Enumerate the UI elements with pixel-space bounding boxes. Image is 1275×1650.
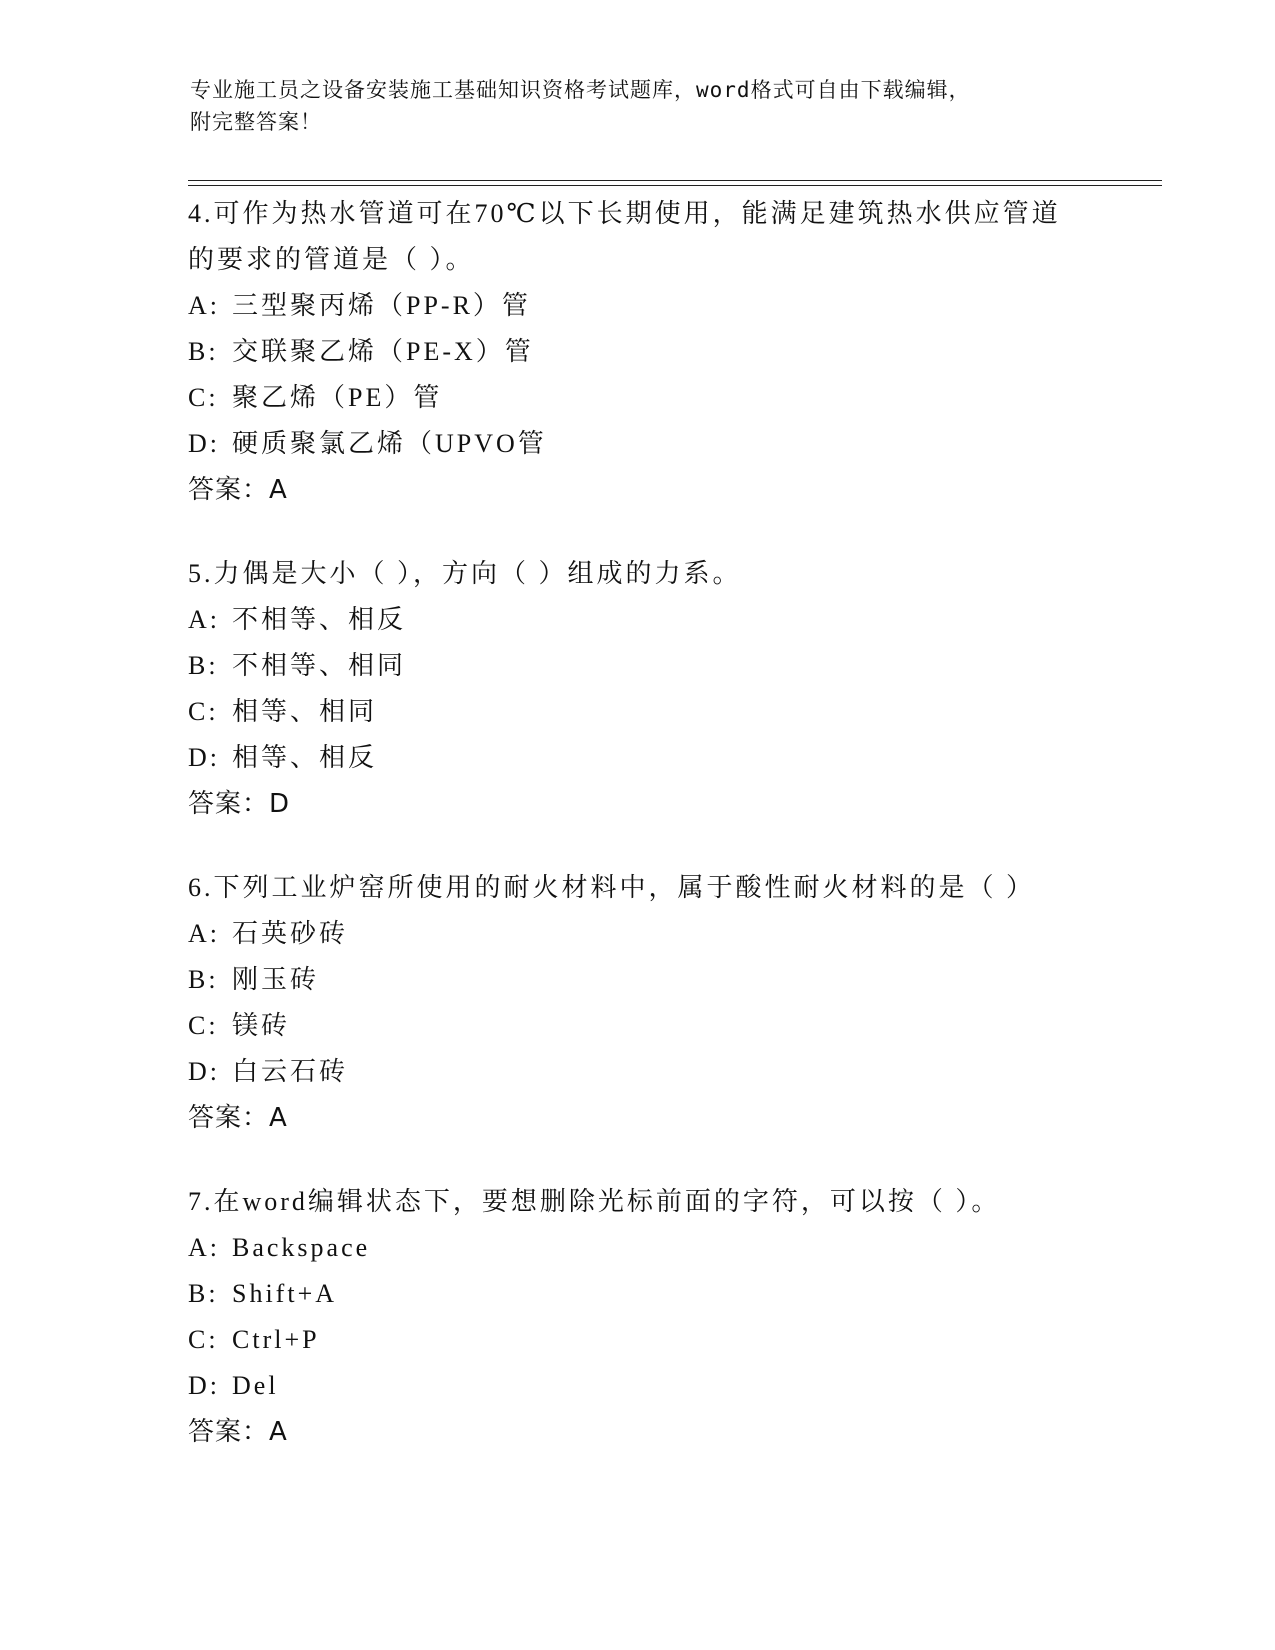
header-divider-bottom [188,185,1162,186]
answer-option [188,421,1148,467]
option-text: Del [232,1371,279,1400]
option-key: D: [188,1371,220,1400]
option-key: C: [188,1011,219,1040]
question-stem [188,191,1148,283]
option-key: D: [188,429,220,458]
question-list [188,191,1148,1493]
question-stem-line: 5.力偶是大小（ ），方向（ ）组成的力系。 [188,559,742,588]
option-key: C: [188,1325,219,1354]
option-key: B: [188,337,219,366]
answer-option [188,1363,1148,1409]
question-stem [188,865,1148,911]
option-text: Shift+A [232,1279,338,1308]
question-stem [188,1179,1148,1225]
answer-option [188,375,1148,421]
answer-option [188,911,1148,957]
answer-line: 答案：A [188,475,288,505]
question-stem-line: 4.可作为热水管道可在70℃以下长期使用，能满足建筑热水供应管道 [188,199,1061,228]
question-block [188,1179,1148,1455]
option-key: A: [188,919,220,948]
option-text: 硬质聚氯乙烯（UPVO管 [232,429,547,458]
answer-option [188,1003,1148,1049]
answer-option [188,1271,1148,1317]
answer-option [188,1225,1148,1271]
option-key: A: [188,1233,220,1262]
answer-option [188,689,1148,735]
option-text: 不相等、相反 [232,605,407,634]
option-text: 镁砖 [232,1011,291,1040]
option-text: 刚玉砖 [232,965,320,994]
option-key: C: [188,383,219,412]
question-stem-line: 的要求的管道是（ ）。 [188,245,475,274]
option-text: Ctrl+P [232,1325,320,1354]
question-block [188,865,1148,1141]
option-key: D: [188,1057,220,1086]
header-line-2: 附完整答案！ [190,110,322,134]
option-text: 交联聚乙烯（PE-X）管 [232,337,534,366]
option-text: 相等、相同 [232,697,378,726]
option-text: 不相等、相同 [232,651,407,680]
option-text: 聚乙烯（PE）管 [232,383,443,412]
answer-option [188,957,1148,1003]
answer-line: 答案：A [188,1103,288,1133]
header-line-1: 专业施工员之设备安装施工基础知识资格考试题库，word格式可自由下载编辑， [190,78,971,102]
option-text: Backspace [232,1233,371,1262]
answer-line: 答案：A [188,1417,288,1447]
option-text: 三型聚丙烯（PP-R）管 [232,291,531,320]
option-key: C: [188,697,219,726]
option-text: 相等、相反 [232,743,378,772]
question-stem-line: 7.在word编辑状态下，要想删除光标前面的字符，可以按（ ）。 [188,1187,1001,1216]
document-header [190,74,1090,138]
answer-option [188,597,1148,643]
answer-option [188,329,1148,375]
option-key: A: [188,291,220,320]
answer-line: 答案：D [188,789,291,819]
header-divider-top [188,180,1162,181]
answer-option [188,283,1148,329]
answer-option [188,735,1148,781]
option-key: B: [188,965,219,994]
question-block [188,191,1148,513]
answer-option [188,1317,1148,1363]
answer-option [188,643,1148,689]
question-stem-line: 6.下列工业炉窑所使用的耐火材料中，属于酸性耐火材料的是（ ） [188,873,1036,902]
option-key: B: [188,651,219,680]
question-stem [188,551,1148,597]
option-text: 石英砂砖 [232,919,349,948]
question-block [188,551,1148,827]
answer-option [188,1049,1148,1095]
option-key: B: [188,1279,219,1308]
option-key: D: [188,743,220,772]
option-text: 白云石砖 [232,1057,349,1086]
option-key: A: [188,605,220,634]
